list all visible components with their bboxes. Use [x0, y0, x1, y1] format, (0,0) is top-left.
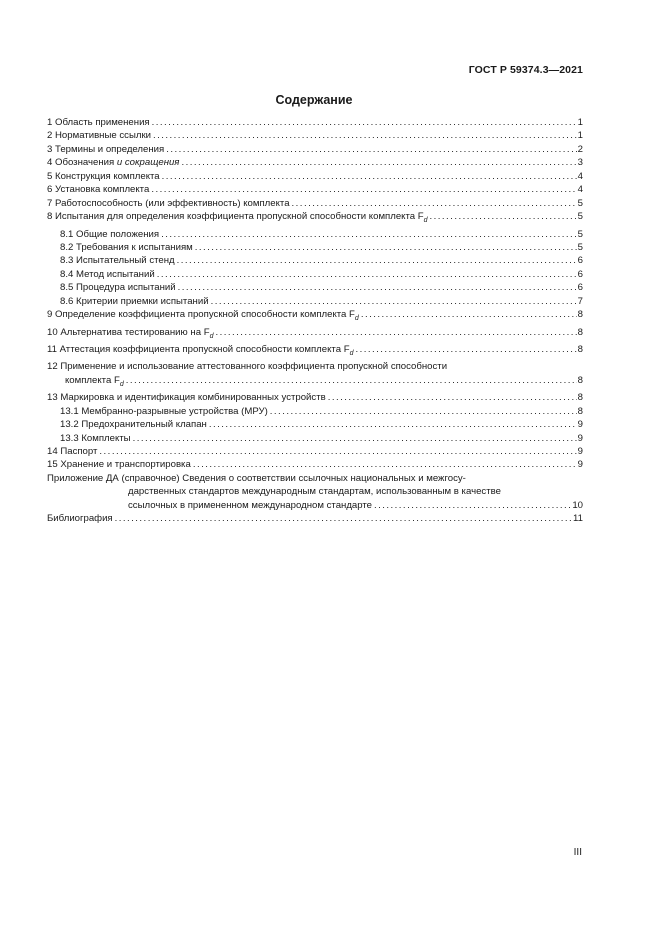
toc-entry[interactable]: 10 Альтернатива тестированию на $F_d$ . . . 8	[47, 326, 583, 343]
toc-entry[interactable]: 2 Нормативные ссылки . . . 1	[47, 129, 583, 142]
toc-entry[interactable]: ссылочных в примененном международном стандарте . . . 10	[47, 499, 583, 512]
toc-entry[interactable]: 7 Работоспособность (или эффективность) комплекта . . . 5	[47, 197, 583, 210]
toc-entry[interactable]: 8.2 Требования к испытаниям . . . 5	[47, 241, 583, 254]
toc-entry[interactable]: 8.1 Общие положения . . . 5	[47, 228, 583, 241]
toc-entry[interactable]: 13 Маркировка и идентификация комбинированных устройств . . . 8	[47, 391, 583, 404]
toc-entry[interactable]: 5 Конструкция комплекта . . . 4	[47, 170, 583, 183]
toc-entry[interactable]: 4 Обозначения и сокращения . . . 3	[47, 156, 583, 169]
toc-entry[interactable]: 13.3 Комплекты . . . 9	[47, 432, 583, 445]
toc-entry-line[interactable]: Приложение ДА (справочное) Сведения о соответствии ссылочных национальных и межгосу-	[47, 472, 466, 484]
toc-entry[interactable]: Библиография . . . 11	[47, 512, 583, 525]
toc-entry[interactable]: 9 Определение коэффициента пропускной способности комплекта $F_d$ . . . 8	[47, 308, 583, 325]
toc-entry[interactable]: 13.1 Мембранно-разрывные устройства (МРУ) . . . 8	[47, 405, 583, 418]
page-number: III	[573, 847, 582, 858]
toc-entry[interactable]: 6 Установка комплекта . . . 4	[47, 183, 583, 196]
toc-entry-line[interactable]: 12 Применение и использование аттестованного коэффициента пропускной способности	[47, 361, 448, 373]
toc-entry-line[interactable]: дарственных стандартов международным стандартам, использованным в качестве	[128, 486, 501, 498]
page-title: Содержание	[275, 93, 353, 107]
toc-entry[interactable]: 8.5 Процедура испытаний . . . 6	[47, 281, 583, 294]
toc-entry[interactable]: 8.3 Испытательный стенд . . . 6	[47, 254, 583, 267]
toc-entry[interactable]: 1 Область применения . . . 1	[47, 116, 583, 129]
toc-entry[interactable]: 3 Термины и определения . . . 2	[47, 143, 583, 156]
toc-entry[interactable]: 15 Хранение и транспортировка . . . 9	[47, 458, 583, 471]
toc-entry[interactable]: 13.2 Предохранительный клапан . . . 9	[47, 418, 583, 431]
toc-entry[interactable]: 14 Паспорт . . . 9	[47, 445, 583, 458]
toc-entry[interactable]: 11 Аттестация коэффициента пропускной способности комплекта $F_d$ . . . 8	[47, 343, 583, 360]
toc-entry[interactable]: 8.4 Метод испытаний . . . 6	[47, 268, 583, 281]
toc-entry[interactable]: 8.6 Критерии приемки испытаний . . . 7	[47, 295, 583, 308]
toc-entry[interactable]: комплекта $F_d$ . . . 8	[47, 374, 583, 391]
toc-entry[interactable]: 8 Испытания для определения коэффициента пропускной способности комплекта $F_d$ . . . 5	[47, 210, 583, 227]
document-header: ГОСТ Р 59374.3—2021	[468, 64, 583, 76]
table-of-contents	[47, 116, 583, 526]
